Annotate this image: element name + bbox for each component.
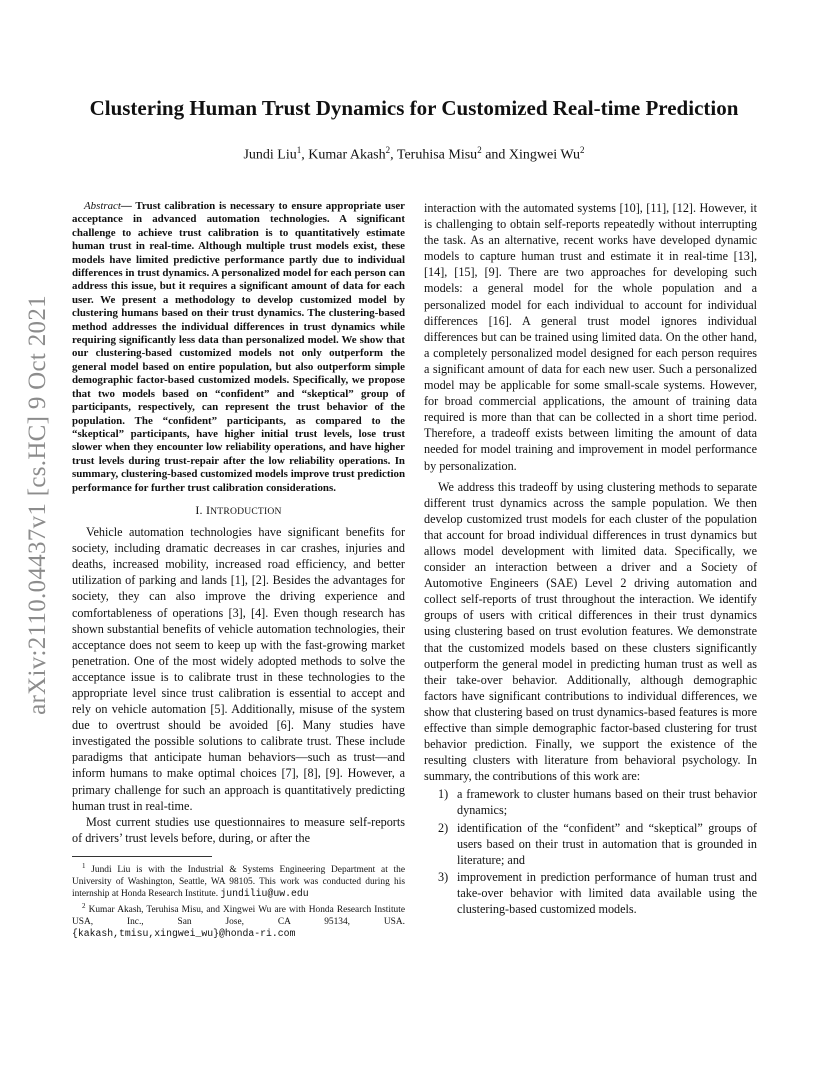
right-column bbox=[424, 200, 757, 918]
section-title-initial: I bbox=[205, 502, 211, 517]
footnote-text: Kumar Akash, Teruhisa Misu, and Xingwei Wu are with Honda Research Institute USA, Inc., San Jose, CA 95134, USA. bbox=[72, 904, 406, 927]
footnote-mark: 1 bbox=[82, 861, 86, 870]
abstract bbox=[72, 200, 405, 495]
affiliation-mark: 2 bbox=[385, 145, 391, 155]
intro-paragraph-continued: interaction with the automated systems [10], [11], [12]. However, it is challenging to obtain self-reports repeatedly without interrupting the task. As an alternative, recent works have developed dynamic models to capture human trust and estimate it in real-time [13], [14], [15], [9]. There are two approaches for developing such models: a general model for the whole population and a personalized model for each individual to account for individual differences [16]. A general trust model ignores individual differences but can be trained using limited data. On the other hand, a completely personalized model designed for each person requires a significant amount of data for each new user. Such a personalized model may be applicable for some small-scale systems. However, for broad commercial applications, the amount of training data required is more than that can be collected in a short time period. Therefore, a tradeoff exists between limiting the amount of data needed for model training and improvement in model performance by personalization. bbox=[424, 201, 757, 473]
footnote-2 bbox=[72, 901, 405, 941]
contributions-list bbox=[424, 786, 757, 917]
left-column bbox=[72, 200, 405, 941]
abstract-dash: — bbox=[120, 200, 136, 212]
paper-title: Clustering Human Trust Dynamics for Customized Real-time Prediction bbox=[89, 96, 739, 120]
list-number: 1) bbox=[438, 787, 449, 802]
abstract-text: Trust calibration is necessary to ensure appropriate user acceptance in advanced automation technologies. A significant challenge to achieve trust calibration is to quantitatively estimate human trust in real-time. Although multiple trust models exist, these models have limited predictive performance partly due to individual differences in trust dynamics. A personalized model for each person can address this issue, but it requires a significant amount of data for each user. We present a methodology to develop customized model by clustering humans based on their trust dynamics. The clustering-based method addresses the individual differences in trust dynamics while requiring significantly less data than personalized model. We show that our clustering-based customized models not only outperform the general model based on entire population, but also outperform simple demographic factor-based customized models. Specifically, we propose that two models based on “confident” and “skeptical” group of participants, respectively, can represent the trust behavior of the population. The “confident” participants, as compared to the “skeptical” participants, have higher initial trust levels, lose trust slower when they encounter low reliability operations, and have higher trust levels during trust-repair after the low reliability operations. In summary, clustering-based customized models improve trust prediction performance for further trust calibration considerations. bbox=[72, 200, 405, 494]
section-heading-introduction bbox=[72, 502, 405, 520]
author-list bbox=[60, 145, 768, 164]
footnote-divider bbox=[72, 856, 212, 857]
affiliation-mark: 1 bbox=[296, 145, 302, 155]
arxiv-stamp bbox=[8, 295, 68, 715]
footnote-1 bbox=[72, 861, 405, 901]
contribution-text: improvement in prediction performance of human trust and take-over behavior with limited data available using the clustering-based customized models. bbox=[457, 869, 757, 917]
abstract-lead: Abstract bbox=[84, 200, 121, 212]
author-separator: and bbox=[481, 147, 509, 163]
email-link[interactable]: jundiliu@uw.edu bbox=[220, 888, 309, 900]
email-link[interactable]: {kakash,tmisu,xingwei_wu}@honda-ri.com bbox=[72, 928, 296, 940]
contribution-item bbox=[424, 869, 757, 917]
author-name: Jundi Liu bbox=[243, 147, 297, 163]
section-numeral: I. bbox=[195, 502, 206, 517]
author-name: Xingwei Wu bbox=[508, 147, 581, 163]
contribution-item bbox=[424, 820, 757, 868]
contribution-text: a framework to cluster humans based on their trust behavior dynamics; bbox=[457, 787, 757, 818]
footnote-text: Jundi Liu is with the Industrial & Systems Engineering Department at the University of Washington, Seattle, WA 98105. This work was conducted during his internship at Honda Research Institute. bbox=[72, 865, 406, 900]
intro-paragraph: Vehicle automation technologies have significant benefits for society, including dramatic decreases in car crashes, injuries and deaths, increased mobility, increased road efficiency, and better utilization of parking and lands [1], [2]. Besides the advantages for society, they can also improve the driving experience and comfortableness of operations [3], [4]. Even though research has shown substantial benefits of vehicle automation technologies, their acceptance does not seem to keep up with the fast-growing market penetration. One of the most widely adopted methods to solve the acceptance issue is to calibrate trust in these technologies to the appropriate level since trust calibration is essential to accept and rely on vehicle automation [5]. Additionally, misuse of the system due to overtrust should be avoided [6]. Many studies have investigated the possible solutions to calibrate trust. These include paradigms that anticipate human behaviors—such as trust—and inform humans to make optimal choices [7], [8], [9]. However, a primary challenge for such an approach is quantitatively predicting human trust in real-time. bbox=[72, 525, 405, 813]
section-title-smallcaps: NTRODUCTION bbox=[210, 505, 282, 517]
author-name: Kumar Akash bbox=[308, 147, 386, 163]
list-number: 2) bbox=[438, 820, 449, 835]
affiliation-mark: 2 bbox=[580, 145, 585, 155]
author-separator: , bbox=[301, 147, 309, 163]
list-number: 3) bbox=[438, 869, 449, 884]
contribution-text: identification of the “confident” and “skeptical” groups of users based on their trust in automation that is grounded in literature; and bbox=[457, 820, 757, 867]
intro-paragraph: We address this tradeoff by using clustering methods to separate different trust dynamics across the sample population. We then develop customized trust models for each cluster of the population that account for broad individual differences in trust dynamics but allows model development with limited data. Specifically, we consider an interaction between a driver and a Society of Automotive Engineers (SAE) Level 2 driving automation and collect self-reports of trust throughout the interaction. We identify groups of users with critical differences in their trust dynamics using clustering based on trust evolution features. We demonstrate that the customized models based on these clusters significantly outperform the general model in predicting human trust as well as their take-over behavior. Additionally, although demographic factors have significant contributions to individual differences, we show that clustering based on trust dynamics-based features is more effective than simple demographic factor-based clustering for trust behavior prediction. Finally, we support the existence of the resulting clusters with literature from behavioral psychology. In summary, the contributions of this work are: bbox=[424, 479, 757, 784]
affiliation-mark: 2 bbox=[477, 145, 482, 155]
arxiv-identifier[interactable]: arXiv:2110.04437v1 [cs.HC] 9 Oct 2021 bbox=[24, 295, 51, 715]
author-separator: , bbox=[390, 147, 397, 163]
contribution-item bbox=[424, 786, 757, 818]
footnote-mark: 2 bbox=[82, 901, 86, 910]
author-name: Teruhisa Misu bbox=[396, 147, 478, 163]
intro-paragraph: Most current studies use questionnaires to measure self-reports of drivers’ trust levels before, during, or after the bbox=[72, 814, 405, 845]
